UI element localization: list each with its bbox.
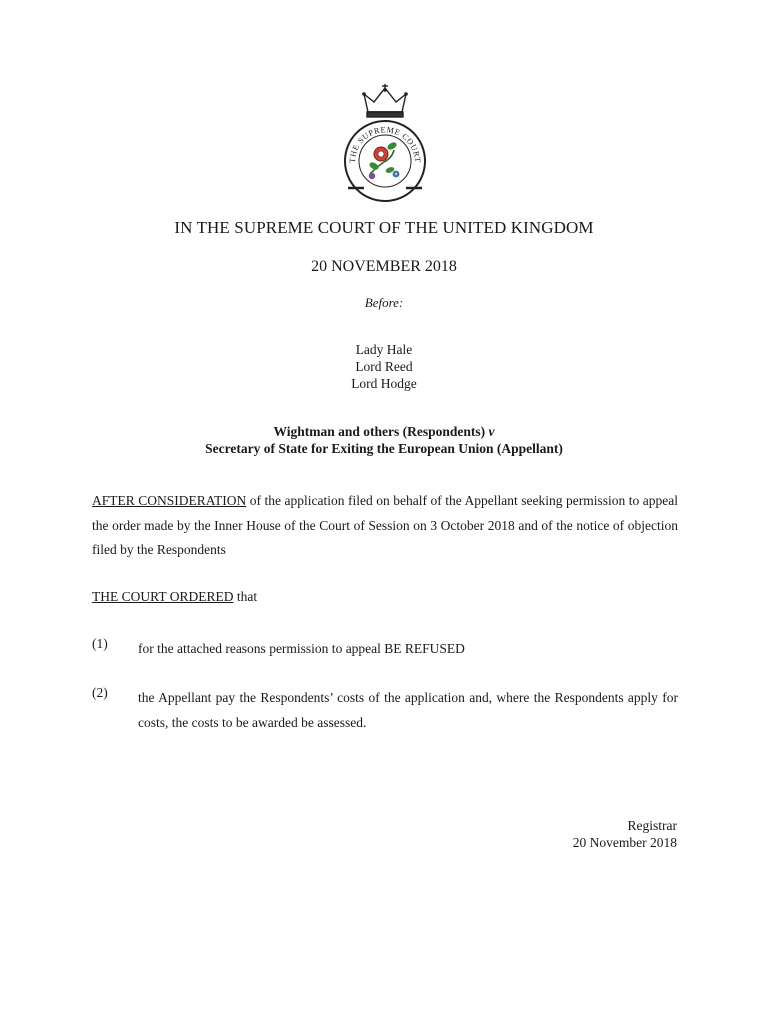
ordered-text: that bbox=[233, 589, 258, 604]
court-title: IN THE SUPREME COURT OF THE UNITED KINGDOM bbox=[174, 218, 594, 237]
supreme-court-crest-icon bbox=[334, 82, 436, 208]
order-number: (2) bbox=[92, 685, 108, 700]
order-date: 20 NOVEMBER 2018 bbox=[311, 258, 457, 275]
signoff bbox=[573, 817, 677, 851]
crest-motto: THE SUPREME COURT bbox=[347, 125, 423, 164]
case-respondents: Wightman and others (Respondents) bbox=[273, 424, 486, 439]
consideration-text: of the application filed on behalf of the Appellant seeking permission to appeal the order made by the Inner House of the Court of Session on 3 October 2018 and of the notice of objection filed by the Respondents bbox=[92, 493, 678, 557]
case-versus: v bbox=[488, 424, 495, 439]
signoff-date: 20 November 2018 bbox=[572, 835, 677, 850]
case-title bbox=[0, 423, 768, 457]
judge-name: Lady Hale bbox=[355, 342, 413, 357]
before-label: Before: bbox=[364, 295, 404, 310]
consideration-lead: AFTER CONSIDERATION bbox=[92, 493, 247, 508]
ordered-paragraph bbox=[92, 587, 678, 607]
order-text: for the attached reasons permission to appeal BE REFUSED bbox=[138, 641, 465, 656]
case-appellant: Secretary of State for Exiting the European Union (Appellant) bbox=[205, 441, 563, 456]
registrar-label: Registrar bbox=[627, 818, 677, 833]
judges-list bbox=[0, 341, 768, 392]
case-respondents-line bbox=[0, 423, 768, 440]
judge-name: Lord Hodge bbox=[351, 376, 417, 391]
consideration-paragraph bbox=[92, 489, 678, 563]
judge-name: Lord Reed bbox=[355, 359, 413, 374]
ordered-lead: THE COURT ORDERED bbox=[92, 589, 234, 604]
order-number: (1) bbox=[92, 636, 108, 651]
order-text: the Appellant pay the Respondents’ costs of the application and, where the Respondents apply for costs, the costs to be awarded be assessed. bbox=[138, 690, 678, 730]
